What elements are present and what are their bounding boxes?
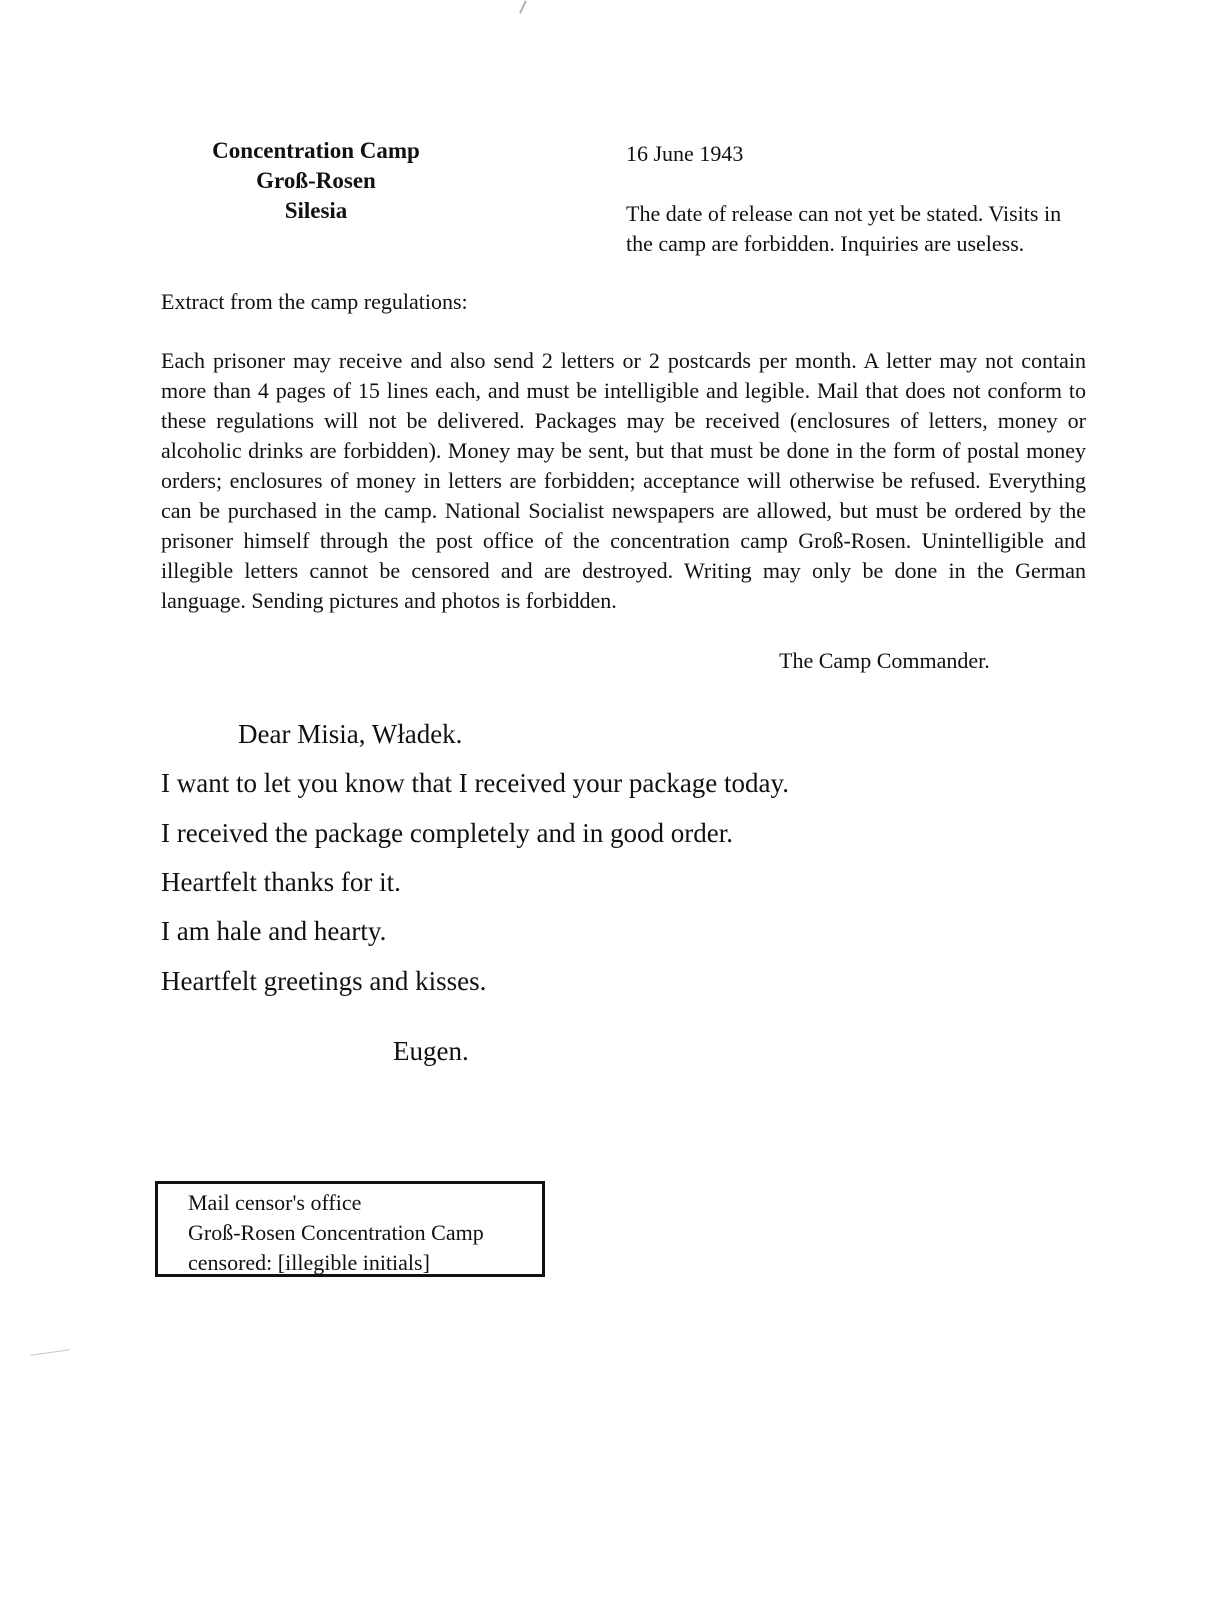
letter-line: I am hale and hearty. <box>161 916 387 946</box>
letter-line: Heartfelt greetings and kisses. <box>161 966 487 996</box>
camp-address-block <box>196 136 436 226</box>
censor-office: Mail censor's office <box>188 1190 362 1215</box>
letter-line: I want to let you know that I received your package today. <box>161 768 790 798</box>
regulations-text: Each prisoner may receive and also send 2 letters or 2 postcards per month. A letter may not contain more than 4 pages of 15 lines each, and must be intelligible and legible. Mail that does not conform to these regulations will not be delivered. Packages may be received (enclosures of letters, money or alcoholic drinks are forbidden). Money may be sent, but that must be done in the form of postal money orders; enclosures of money in letters are forbidden; acceptance will otherwise be refused. Everything can be purchased in the camp. National Socialist newspapers are allowed, but must be ordered by the prisoner himself through the post office of the concentration camp Groß-Rosen. Unintelligible and illegible letters cannot be censored and are destroyed. Writing may only be done in the German language. Sending pictures and photos is forbidden. <box>161 348 1086 613</box>
stray-pen-mark <box>519 0 527 14</box>
commander-signature: The Camp Commander. <box>779 648 990 673</box>
camp-region: Silesia <box>284 198 348 223</box>
stray-pen-mark <box>30 1349 70 1356</box>
letter-signature: Eugen. <box>393 1036 469 1066</box>
censor-stamp <box>155 1181 545 1277</box>
camp-name: Concentration Camp <box>212 138 420 163</box>
camp-location: Groß-Rosen <box>256 168 376 193</box>
censor-initials: censored: [illegible initials] <box>188 1250 430 1275</box>
letter-salutation: Dear Misia, Władek. <box>238 719 463 749</box>
release-note: The date of release can not yet be stated. Visits in the camp are forbidden. Inquiries are useless. <box>626 201 1062 256</box>
letter-date: 16 June 1943 <box>626 141 744 166</box>
regulations-intro: Extract from the camp regulations: <box>161 289 468 314</box>
censor-camp: Groß-Rosen Concentration Camp <box>188 1220 484 1245</box>
letter-line: I received the package completely and in good order. <box>161 818 734 848</box>
letter-line: Heartfelt thanks for it. <box>161 867 401 897</box>
